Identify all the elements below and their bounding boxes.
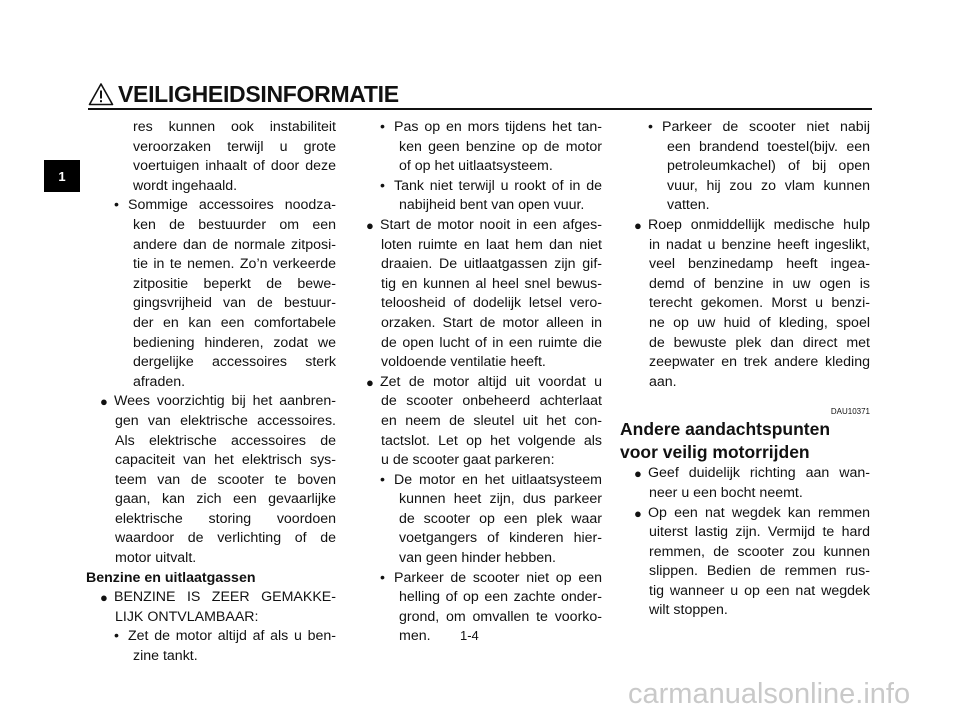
text-line-content: Tank niet terwijl u rookt of in de xyxy=(394,177,602,194)
text-line: veel benzinedamp heeft ingea- xyxy=(649,256,870,273)
text-line: van geen hinder hebben. xyxy=(399,550,556,567)
text-line: gen van elektrische accessoires. xyxy=(115,412,336,429)
section-heading-line-2: voor veilig motorrijden xyxy=(620,442,810,463)
text-line-content: Sommige accessoires noodza- xyxy=(128,197,336,214)
text-line-content: Geef duidelijk richting aan wan- xyxy=(648,465,870,482)
text-line xyxy=(620,464,870,484)
text-line-content: Op een nat wegdek kan remmen xyxy=(648,504,870,521)
text-line: tig wanneer u op een nat wegdek xyxy=(649,582,870,599)
text-line xyxy=(352,216,602,236)
text-line: tig en kunnen al heel snel bewus- xyxy=(381,275,602,292)
text-line xyxy=(352,373,602,393)
text-line: demd of benzine in uw ogen is xyxy=(649,275,870,292)
section-code: DAU10371 xyxy=(830,407,870,417)
text-line: de bewuste plek dan direct met xyxy=(649,334,870,351)
column-2 xyxy=(352,118,602,647)
text-line: of op het uitlaatsysteem. xyxy=(399,158,553,175)
text-line xyxy=(352,471,602,491)
text-line: kunnen heet zijn, dus parkeer xyxy=(399,491,602,508)
text-line xyxy=(86,627,336,647)
bullet-dot-icon: ● xyxy=(100,590,108,606)
text-line: in nadat u benzine heeft ingeslikt, xyxy=(649,236,870,253)
text-line: res kunnen ook instabiliteit xyxy=(133,119,336,135)
bullet-small-icon: • xyxy=(114,197,119,214)
bullet-dot-icon: ● xyxy=(634,505,642,521)
text-line: bediening hinderen, zodat we xyxy=(133,334,336,351)
text-line: zitpositie beperkt de bewe- xyxy=(133,275,336,292)
watermark: carmanualsonline.info xyxy=(628,678,911,710)
text-line: teem van de scooter te boven xyxy=(115,471,336,488)
text-line xyxy=(620,504,870,524)
subsection-heading: Benzine en uitlaatgassen xyxy=(86,569,256,586)
text-line xyxy=(352,118,602,138)
text-line: teloosheid of dodelijk letsel vero- xyxy=(381,295,602,312)
text-line: uiterst lastig zijn. Vermijd te hard xyxy=(649,524,870,541)
section-heading-line-1: Andere aandachtspunten xyxy=(620,419,831,440)
text-line-content: De motor en het uitlaatsysteem xyxy=(394,471,602,488)
text-line: tie in te nemen. Zo’n verkeerde xyxy=(133,256,336,273)
column-1 xyxy=(86,118,336,667)
text-line: ne op uw huid of kleding, spoel xyxy=(649,314,870,331)
text-line: der en kan een comfortabele xyxy=(133,314,336,331)
text-line: waardoor de verlichting of de xyxy=(115,530,336,547)
text-line: ken de bestuurder om een xyxy=(133,216,336,233)
bullet-dot-icon: ● xyxy=(366,217,374,233)
text-line xyxy=(620,216,870,236)
text-line: de open lucht of in een ruimte die xyxy=(381,334,602,351)
text-line: nabijheid bent van open vuur. xyxy=(399,197,585,214)
text-line-content: Roep onmiddellijk medische hulp xyxy=(648,216,870,233)
text-line: elektrische storing voordoen xyxy=(115,510,336,527)
text-line: gingsvrijheid van de bestuur- xyxy=(133,295,336,312)
text-line: petroleumkachel) of bij open xyxy=(667,158,870,175)
text-line: afraden. xyxy=(133,373,186,390)
bullet-small-icon: • xyxy=(380,569,385,586)
text-line xyxy=(620,118,870,138)
column-3 xyxy=(620,118,870,621)
text-line: gaan, kan zich een gevaarlijke xyxy=(115,491,336,508)
text-line: LIJK ONTVLAMBAAR: xyxy=(115,608,259,625)
text-line-content: Parkeer de scooter niet op een xyxy=(394,569,602,586)
page-header xyxy=(88,80,438,108)
text-line: helling of op een zachte onder- xyxy=(399,589,602,606)
text-line: vuur, hij zou zo vlam kunnen xyxy=(667,177,870,194)
text-line: grond, om omvallen te voorko- xyxy=(399,608,602,625)
text-line-content: BENZINE IS ZEER GEMAKKE- xyxy=(114,589,336,606)
text-line: orzaken. Start de motor alleen in xyxy=(381,314,602,331)
text-line: zine tankt. xyxy=(133,648,198,665)
bullet-dot-icon: ● xyxy=(634,466,642,482)
text-line xyxy=(86,588,336,608)
text-line: de scooter op een plek waar xyxy=(399,510,602,527)
bullet-dot-icon: ● xyxy=(100,394,108,410)
bullet-small-icon: • xyxy=(380,471,385,488)
text-line: wilt stoppen. xyxy=(649,602,728,619)
text-line: slippen. Bedien de remmen rus- xyxy=(649,563,870,580)
text-line: u de scooter gaat parkeren: xyxy=(381,452,555,469)
page-number: 1-4 xyxy=(460,628,479,643)
chapter-tab: 1 xyxy=(44,160,80,192)
text-line xyxy=(86,196,336,216)
text-line: remmen, de scooter zou kunnen xyxy=(649,543,870,560)
text-line: en neem de sleutel uit het con- xyxy=(381,412,602,429)
text-line xyxy=(352,569,602,589)
text-line xyxy=(86,392,336,412)
bullet-small-icon: • xyxy=(114,628,119,645)
text-line: Als elektrische accessoires de xyxy=(115,432,336,449)
text-line-content: Wees voorzichtig bij het aanbren- xyxy=(114,393,336,410)
text-line: motor uitvalt. xyxy=(115,550,197,567)
text-line: men. xyxy=(399,628,431,645)
text-line: draaien. De uitlaatgassen zijn gif- xyxy=(381,256,602,273)
text-line-content: Start de motor nooit in een afges- xyxy=(380,216,602,233)
text-line: tactslot. Let op het volgende als xyxy=(381,432,602,449)
text-line-content: Zet de motor altijd af als u ben- xyxy=(128,628,336,645)
text-line: voetgangers of kinderen hier- xyxy=(399,530,602,547)
text-line: veroorzaken terwijl u grote xyxy=(133,138,336,155)
text-line-content: Zet de motor altijd uit voordat u xyxy=(380,373,602,390)
bullet-small-icon: • xyxy=(380,177,385,194)
text-line: terecht gekomen. Morst u benzi- xyxy=(649,295,870,312)
text-line xyxy=(352,177,602,197)
text-line: andere dan de normale zitposi- xyxy=(133,236,336,253)
text-line-content: Pas op en mors tijdens het tan- xyxy=(394,119,602,135)
text-line: voldoende ventilatie heeft. xyxy=(381,354,546,371)
text-line-content: Parkeer de scooter niet nabij xyxy=(662,119,870,135)
bullet-small-icon: • xyxy=(380,119,385,135)
bullet-dot-icon: ● xyxy=(634,217,642,233)
text-line: loten ruimte en laat hem dan niet xyxy=(381,236,602,253)
warning-triangle-icon xyxy=(88,82,114,106)
text-line: zeepwater en trek andere kleding xyxy=(649,354,870,371)
page-title: VEILIGHEIDSINFORMATIE xyxy=(118,81,399,107)
bullet-dot-icon: ● xyxy=(366,374,374,390)
text-line: ken geen benzine op de motor xyxy=(399,138,602,155)
text-line: de scooter onbeheerd achterlaat xyxy=(381,393,602,410)
text-line: capaciteit van het elektrisch sys- xyxy=(115,452,336,469)
bullet-small-icon: • xyxy=(648,119,653,135)
text-line: neer u een bocht neemt. xyxy=(649,484,803,501)
header-rule xyxy=(88,108,872,110)
text-line: vatten. xyxy=(667,197,710,214)
text-line: wordt ingehaald. xyxy=(133,177,238,194)
text-line: een brandend toestel(bijv. een xyxy=(667,138,870,155)
text-line: voertuigen inhaalt of door deze xyxy=(133,158,336,175)
text-line: aan. xyxy=(649,373,677,390)
text-line: dergelijke accessoires sterk xyxy=(133,354,336,371)
